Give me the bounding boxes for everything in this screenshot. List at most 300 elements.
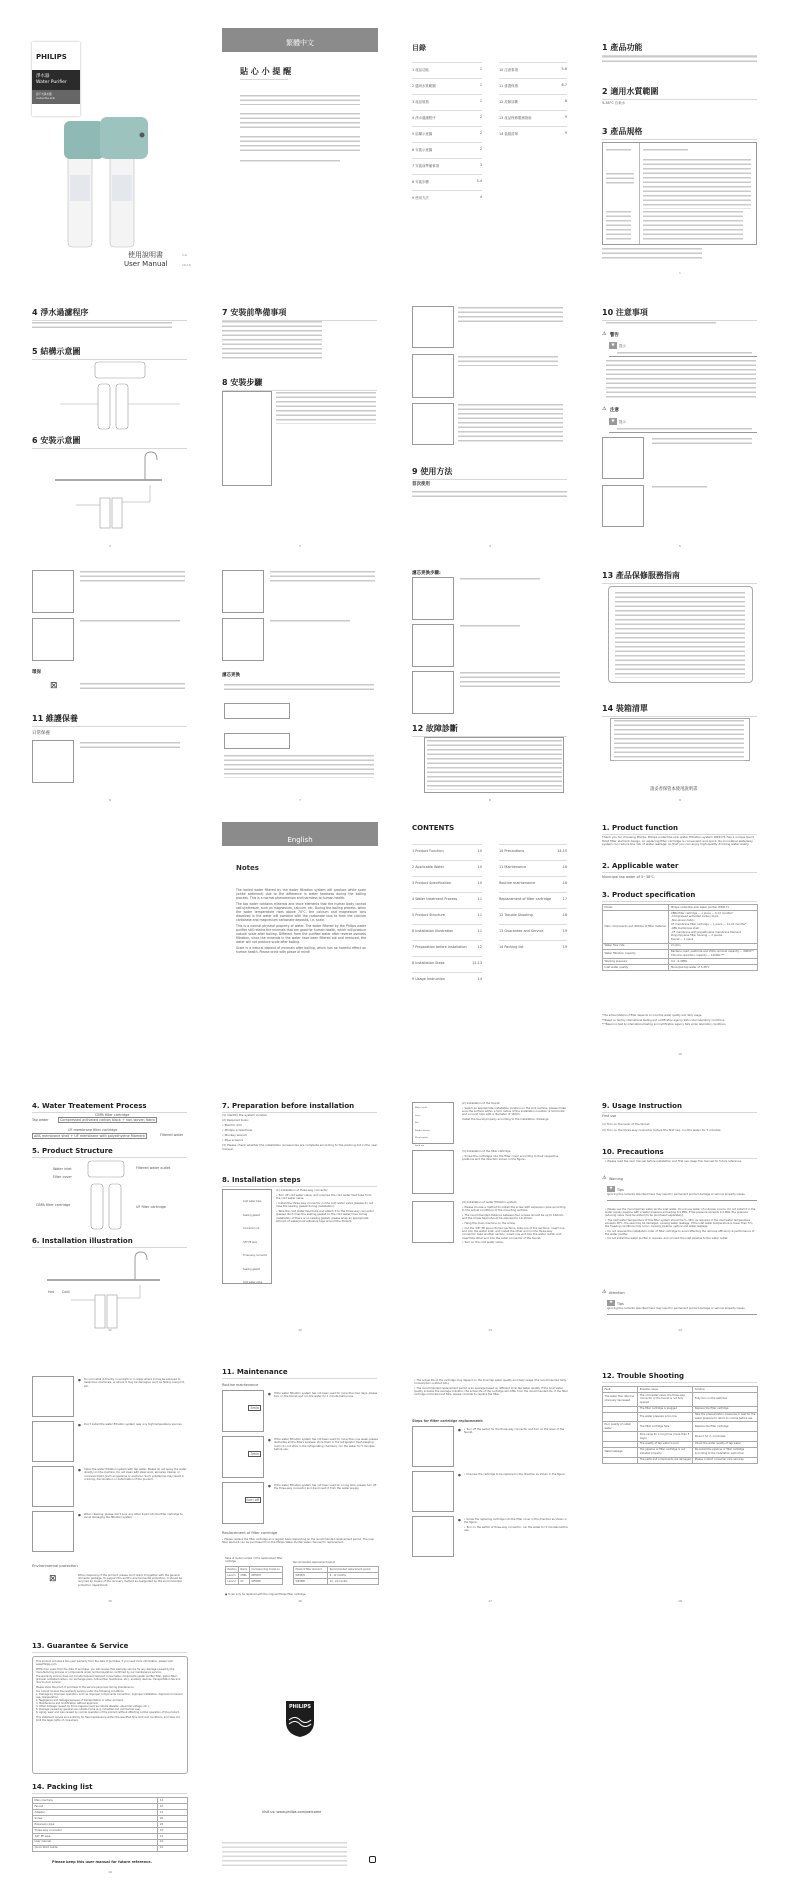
en-page-10 — [600, 822, 800, 1100]
section-heading: 11 維護保養 — [32, 713, 187, 727]
text-line: This product includes a two-year warranty from the date of purchase. If you need more information, please visit: www.Philips.com. — [36, 1660, 174, 1666]
paragraph — [652, 438, 752, 446]
text-line: Within two years from the date of purchase, you will receive free warranty service for any damage caused by the manufacturing process or components under normal operation confirmed by our maintenance service. — [36, 1667, 175, 1674]
cartridge-figure — [412, 354, 454, 398]
toc-item[interactable] — [412, 126, 482, 142]
toc-item[interactable] — [412, 908, 482, 924]
toc-item[interactable] — [412, 972, 482, 988]
toc-item-page: 16 — [562, 881, 567, 885]
text-line: Lever — [415, 1114, 421, 1117]
paragraph — [412, 491, 567, 499]
text-line: Cold water tube — [243, 1200, 262, 1203]
table-cell: Screw — [33, 1815, 158, 1821]
toc-item[interactable] — [412, 78, 482, 94]
toc-item[interactable] — [499, 94, 567, 110]
table-cell: Stop using for a long time (more than 5 days) — [638, 1432, 693, 1442]
toc-item[interactable] — [412, 190, 482, 206]
text-line: • Please use the municipal tap water as the inlet water. Do not use water of unknown source. Do not install it in the water supply pipeline with a water pressure exceeding 0.4 MPa. If the pressure exceeds 0.4 MPa, the pressure reducing valve must be added (to be purchased separately). — [605, 1208, 756, 1218]
paragraph — [276, 392, 376, 424]
toc-item-label: Replacement of filter cartridge — [499, 897, 552, 901]
toc-item-label: 14 Packing list — [499, 945, 524, 949]
table-title: Table of model number of the replacement filter cartridge — [225, 1557, 283, 1563]
manual-title-zh: 使用說明書 — [128, 251, 163, 259]
text-line: • The actual life of the cartridge may depend on the local tap water quality and daily usage (the recommended daily consumption is about 10L). — [414, 1379, 566, 1386]
en-page-12 — [200, 1100, 400, 1380]
text-line: • Do not reverse the installation order of filter cartridge to avoid affecting the removal efficiency & performance of the water purifier. — [605, 1229, 755, 1236]
table-cell: Corresponding model no. — [249, 1567, 282, 1573]
caution-text: Do not install it directly in sunlight or in areas where it may be exposed to hazardous chemicals, or where it may be damaged, such as falling, being hit, etc. — [84, 1378, 185, 1388]
tips-text: Ignoring the contents described here may result in permanent product damage or serious property losses. — [607, 1193, 746, 1196]
text-line: Scale is a natural deposit of minerals after boiling, which has no harmful effect on human health. Please drink with peace of mind! — [236, 945, 366, 954]
table-cell: User manual — [33, 1839, 158, 1845]
packing-table-zh — [610, 718, 750, 761]
subheading: 日常保養 — [32, 731, 50, 736]
tips-label: 提示 — [619, 420, 626, 424]
toc-item-page: 11 — [477, 913, 482, 917]
replace-figure — [412, 624, 454, 667]
warning-icon: ⚠ — [602, 331, 607, 337]
text-line: Water outlet — [415, 1107, 428, 1109]
paragraph — [458, 404, 563, 444]
tips-label: Tips — [617, 1188, 624, 1192]
caution-figure — [32, 1511, 74, 1552]
table-cell: Replace the filter cartridge — [693, 1406, 758, 1412]
toc-item-page: 2 — [479, 115, 482, 119]
info-icon: ● — [225, 1593, 228, 1596]
toc-item-label: 12 故障診斷 — [499, 100, 518, 104]
text-line: • Monkey wrench — [222, 1133, 248, 1137]
guarantee-box-zh — [608, 586, 753, 683]
routine-text: If the water filtration system has not been used for more than one week, please dismantle all the filters wireless, store them in the refrigerator fresh-keeping room (do not store in the refrigerating chamber); run the water for 5 minutes before use. — [274, 1438, 378, 1451]
text-line: The boiled water filtered by the water filtration system will produce white scale (white sediment) due to the difference in water hardness during the boiling process. This is a normal phenomenon and harmless to human health. — [236, 888, 366, 901]
toc-item-page: 1 — [479, 83, 482, 87]
toc-heading: CONTENTS — [412, 824, 455, 832]
cold-label: Cold — [62, 1290, 70, 1294]
toc-item-label: 13 Guarantee and Service — [499, 929, 544, 933]
table-cell: Re-install the pipeline or filter cartridge according to the installation instruction — [693, 1447, 758, 1457]
table-cell: Main components and lifetime of filter material — [603, 910, 669, 943]
caution-figure — [32, 1421, 74, 1462]
subheading: Replacement of filter cartridge — [222, 1531, 278, 1535]
section-heading: 12. Trouble Shooting — [602, 1372, 757, 1383]
precaution-intro: • Please read the user manual before installation and first use. Keep this manual for future reference. — [605, 1159, 742, 1163]
table-cell: Water filtration capacity — [603, 949, 669, 959]
subheading: 濾芯更換 — [222, 673, 240, 678]
toc-item[interactable] — [499, 908, 567, 924]
tips-box — [609, 342, 757, 357]
toc-item-page: 8 — [564, 99, 567, 103]
section-heading: 6 安裝示意圖 — [32, 435, 187, 449]
caution-text: Clean the water filtration system with tap water. Please do not spray the water directly on the machine. Do not clean with steel wool, abrasive cleaner or corrosive liquid (such as gasoline or acetone). Such substances may result in cracking, discoloration or deformation of the product. — [84, 1468, 187, 1481]
text-line: (2) Installation of the faucet — [462, 1101, 500, 1105]
text-line: • Cut the 3/8" PE pipe into two sections, take one of the sections, insert one end into the water inlet, and install the other end on the three-way connector; take another section, insert one end into the water outlet, and insert the other end into the outer connector of the faucet. — [462, 1225, 565, 1240]
section-heading: 10. Precautions — [602, 1148, 757, 1159]
en-toc-page — [400, 822, 600, 1100]
text-line: Cold water valve — [243, 1281, 263, 1284]
table-cell: Bacteria, lead, pesticide and VOCs removal capacity — 4000L** Chlorine reduction capacity — 12000L*** — [669, 949, 758, 959]
toc-item[interactable] — [499, 924, 567, 940]
toc-item-label: 8 安裝步驟 — [412, 180, 429, 184]
table-cell: The water pressure is too low — [638, 1412, 693, 1422]
toc-item-page: 5-6 — [561, 67, 567, 71]
replace-figure — [412, 577, 454, 620]
toc-item[interactable] — [412, 924, 482, 940]
table-row — [226, 1578, 283, 1584]
table-cell: Replace the filter cartridge — [693, 1422, 758, 1432]
text-line: *The actual lifetime of filter depends on local tap water quality and daily usage. — [602, 1014, 703, 1017]
replace-step-text: • Turn on the switch of three-way connector, run the water for 5 minutes before use. — [464, 1526, 568, 1533]
toc-item[interactable] — [499, 78, 567, 94]
text-line: • Turn off cold water valve, and unscrew the cold water feed tube from the cold water valve. — [276, 1192, 372, 1201]
step-bullet-icon: ● — [268, 1438, 271, 1442]
original-note-text: It can only be replaced with the original Philips filter cartridge. — [227, 1593, 307, 1596]
table-row — [603, 1432, 758, 1442]
toc-item-page: 2 — [479, 147, 482, 151]
keep-manual-note: Please keep this user manual for future reference. — [52, 1860, 152, 1864]
replace-step-figure — [412, 1516, 454, 1557]
toc-item[interactable] — [412, 860, 482, 876]
recycle-symbol-icon — [369, 1856, 376, 1863]
zh-page-4 — [400, 280, 600, 560]
table-cell: Level 2 — [226, 1578, 239, 1584]
toc-item-label: 9 使用方法 — [412, 196, 429, 200]
process-label: UF membrane filter cartridge — [68, 1128, 118, 1132]
table-cell: 1X — [158, 1803, 188, 1809]
page-number: 4 — [489, 544, 491, 548]
text-line: • Electric drill — [222, 1123, 242, 1127]
section-heading: 1 產品功能 — [602, 42, 757, 56]
table-cell: 6 - 12 months — [328, 1572, 379, 1578]
zh-page-5 — [600, 280, 800, 560]
usage-steps — [602, 1122, 758, 1134]
toc-item-page: 17 — [562, 897, 567, 901]
toc-item-page: 4 — [479, 195, 482, 199]
page-number: 17 — [488, 1599, 492, 1603]
attention-icon: ⚠ — [602, 406, 607, 412]
page-number: 2 — [109, 544, 111, 548]
toc-item-page: 11 — [477, 897, 482, 901]
table-cell: 2X — [158, 1815, 188, 1821]
system-figure — [412, 1201, 454, 1243]
text-line: **Based on test by international testing and certification agency SGS under laboratory conditions. — [602, 1018, 725, 1022]
section-heading: 11. Maintenance — [222, 1368, 377, 1379]
page-number: 1 — [679, 271, 681, 275]
process-label: Tap water — [32, 1118, 49, 1122]
table-cell: Municipal tap water of 5-38℃ — [669, 965, 758, 971]
table-cell: Position — [226, 1567, 239, 1573]
toc-item-page: 1 — [479, 67, 482, 71]
process-flow — [32, 322, 172, 330]
installation-illustration — [50, 450, 170, 535]
routine-figure — [222, 1390, 264, 1432]
model-table-zh — [224, 703, 290, 719]
notes-heading: Notes — [236, 864, 259, 872]
table-row — [603, 910, 758, 943]
paragraph — [270, 571, 375, 583]
toc-item-page: 11 — [477, 929, 482, 933]
en-page-16 — [200, 1368, 400, 1630]
product-label — [32, 42, 80, 116]
toc-item[interactable] — [412, 142, 482, 158]
toc-item[interactable] — [412, 940, 482, 956]
paragraph — [460, 672, 560, 689]
text-line: (2) Required tools: — [222, 1118, 249, 1122]
table-cell: Fault — [603, 1387, 638, 1393]
step-bullet-icon: ● — [78, 1423, 81, 1427]
section-heading: 8 安裝步驟 — [222, 377, 377, 391]
tips-box — [609, 418, 757, 433]
toc-item-label: 2 Applicable Water — [412, 865, 444, 869]
subheading: Steps for filter cartridge replacement: — [412, 1419, 484, 1423]
original-note — [225, 1593, 306, 1597]
toc-item-label: 2 適用水質範圍 — [412, 84, 436, 88]
caution-figure — [602, 485, 644, 527]
section-heading: 14. Packing list — [32, 1783, 187, 1794]
toc-item-label: 13 產品保修服務指南 — [499, 116, 532, 120]
text-line: Fixed nut — [415, 1144, 425, 1147]
toc-item[interactable] — [499, 876, 567, 892]
duration-tag: turn off — [246, 1498, 259, 1502]
page-number: 3 — [299, 544, 301, 548]
cover-page — [0, 0, 200, 280]
table-cell: Faucet — [33, 1803, 158, 1809]
paragraph — [460, 578, 540, 581]
toc-right — [499, 62, 567, 142]
text-line: • Please choose a method to install the screw with expansion pipe according to the actual conditions of the mounting surface. — [462, 1204, 566, 1213]
table-cell — [603, 1432, 638, 1442]
section-heading: 3 產品規格 — [602, 126, 757, 140]
step-1-text — [276, 1189, 376, 1225]
table-row — [294, 1578, 379, 1584]
section-heading: 5. Product Structure — [32, 1147, 187, 1158]
toc-item[interactable] — [412, 62, 482, 78]
toc-item-label: 8 Installation Steps — [412, 961, 445, 965]
toc-item[interactable] — [412, 158, 482, 174]
page-number: 11 — [108, 1328, 112, 1332]
toc-item-label: 5 Product Structure — [412, 913, 445, 917]
routine-figure — [222, 1436, 264, 1478]
attention-icon: ⚠ — [602, 1289, 607, 1295]
step-bullet-icon: ● — [458, 1518, 461, 1522]
legal-fine-print — [222, 1842, 347, 1868]
table-title: Recommended replacement period — [293, 1561, 336, 1564]
keep-manual-note: 請妥善保管本使用說明書 — [650, 787, 698, 792]
subheading: 濾芯更換步驟: — [412, 571, 441, 576]
toc-item-label: 4 Water treatment Process — [412, 897, 458, 901]
table-cell: Solution — [693, 1387, 758, 1393]
toc-item-page: 9 — [564, 131, 567, 135]
table-cell: The water flow rate has obviously decreased — [603, 1392, 638, 1406]
toc-item[interactable] — [412, 892, 482, 908]
table-cell: The cold water valve, the three-way connector or the faucet is not fully opened — [638, 1392, 693, 1406]
recycle-bin-crossed-icon: ⊠ — [50, 681, 58, 691]
figure-labels — [415, 1105, 455, 1150]
toc-item[interactable] — [499, 844, 567, 860]
page-number: 9 — [679, 798, 681, 802]
table-cell: Working pressure — [603, 959, 669, 965]
subheading: Environmental protection — [32, 1564, 78, 1568]
step-bullet-icon: ● — [268, 1392, 271, 1396]
en-page-13 — [400, 1100, 600, 1380]
table-cell: 1X — [158, 1833, 188, 1839]
section-heading: 1. Product function — [602, 824, 757, 835]
language-banner: 繁體中文 — [222, 28, 378, 52]
toc-item[interactable] — [499, 940, 567, 956]
caution-figure — [602, 437, 644, 479]
paragraph — [240, 113, 360, 128]
toc-item-page: 10 — [477, 881, 482, 885]
toc-item-label: 7 安裝前準備事項 — [412, 164, 439, 168]
warning-label: Warning — [609, 1177, 623, 1181]
toc-item[interactable] — [412, 174, 482, 190]
tips-box — [607, 1300, 757, 1315]
toc-item-label: 1 產品功能 — [412, 68, 429, 72]
table-cell — [603, 1457, 638, 1463]
structure-diagram — [40, 360, 190, 432]
warning-label: 警告 — [610, 333, 619, 338]
maintenance-figure — [222, 618, 264, 661]
text-line: Rubber washer — [415, 1129, 431, 1132]
text-line: • Hang the main machine on the screw. — [462, 1220, 516, 1225]
product-name-zh: 淨水器 — [36, 74, 50, 79]
toc-item[interactable] — [499, 860, 567, 876]
toc-item[interactable] — [499, 62, 567, 78]
table-cell: CBPA — [239, 1572, 250, 1578]
section-heading: 2 適用水質範圍 — [602, 86, 757, 100]
table-row — [603, 965, 758, 971]
table-cell: 1X — [158, 1839, 188, 1845]
table-cell: Fully turn on the switches — [693, 1392, 758, 1406]
text-line: (1) Installation of three-way connector — [276, 1188, 328, 1192]
toc-item-label: 1 Product Function — [412, 849, 444, 853]
trouble-table — [602, 1386, 758, 1464]
model-table — [225, 1566, 283, 1585]
toc-item-label: 11 Maintenance — [499, 865, 527, 869]
caution-figure — [32, 1466, 74, 1507]
toc-item[interactable] — [412, 844, 482, 860]
cartridge-figure — [412, 1150, 454, 1194]
toc-item[interactable] — [499, 110, 567, 126]
toc-item-label: 6 安裝示意圖 — [412, 148, 433, 152]
table-cell: The parts and components are damaged — [638, 1457, 693, 1463]
product-type-en: Under-the-sink — [36, 97, 56, 100]
zh-page-9 — [600, 560, 800, 830]
shield-brand-text: PHILIPS — [288, 1704, 312, 1710]
period-table — [293, 1566, 379, 1585]
en-page-19 — [0, 1630, 200, 1883]
toc-item-label: 11 維護保養 — [499, 84, 518, 88]
toc-item-label: 10 注意事項 — [499, 68, 518, 72]
manual-pages-en: 10-19 — [182, 263, 191, 267]
text-line: 3/8" PE pipe — [243, 1240, 258, 1244]
text-line: Metal washer — [415, 1137, 429, 1139]
structure-diagram — [85, 1160, 145, 1230]
toc-right — [499, 844, 567, 956]
visit-us-link[interactable]: Visit us: www.philips.com/welcome — [262, 1810, 322, 1814]
text-line: • Screw the cartridges into the filter cover according to their respective positions and the direction shown in the figure. — [462, 1153, 559, 1162]
section-heading: 5 結構示意圖 — [32, 346, 187, 360]
paragraph — [606, 322, 716, 325]
toc-item[interactable] — [499, 126, 567, 142]
text-line: • Do not install the water purifier in reverse, and connect the inlet pipeline to the water outlet. — [605, 1237, 729, 1241]
replace-step-text: • Unscrew the cartridge to be replaced in the direction as shown in the figure. — [464, 1473, 566, 1476]
table-cell: 12 - 24 months — [328, 1578, 379, 1584]
text-line: (3) Installation of the filter cartridge — [462, 1149, 511, 1153]
text-line: Three-way connector — [243, 1254, 268, 1257]
toc-item-page: 14-15 — [557, 849, 567, 853]
toc-item[interactable] — [499, 892, 567, 908]
table-cell: Main machine — [33, 1798, 158, 1804]
caution-figure — [32, 1376, 74, 1417]
table-cell: Take the pressurization measures or wait for the water pressure to return to normal before use — [693, 1412, 758, 1422]
zh-page-2 — [0, 280, 200, 560]
faucet-figure — [412, 1102, 454, 1147]
toc-item-page: 19 — [562, 929, 567, 933]
replace-step-text: • Screw the replacing cartridge into the filter cover in the direction as shown in the figure. — [464, 1518, 568, 1525]
table-row — [603, 1392, 758, 1406]
page-number: 10 — [678, 1052, 682, 1056]
paragraph — [80, 571, 185, 583]
table-cell: UF — [239, 1578, 250, 1584]
zh-notes-page — [200, 0, 400, 280]
table-cell: Possible cause — [638, 1387, 693, 1393]
paragraph — [222, 321, 322, 361]
spec-table — [602, 904, 758, 971]
environment-text: When disposing of the product, please don't stack it together with the general domestic garbage. To support the earth's environmental protection, it should be recycled by means of the recovery method as designated by the environmental protection department. — [78, 1574, 183, 1587]
section-heading: 3. Product specification — [602, 891, 757, 902]
section-heading: 6. Installation illustration — [32, 1237, 187, 1248]
paragraph — [458, 356, 558, 366]
text-line: Please show the proof of purchase to the service personnel during maintenance. — [36, 1685, 135, 1689]
text-line: (3) Please check whether the installation accessories are complete according to the packing list in the user manual. — [222, 1143, 378, 1151]
text-line: • The inlet water temperature of this filter system should be 5~38℃ as required. If the inlet water temperature exceeds 38℃, the seal may be damaged, causing water leakage. If the inlet water temperature is lower than 5℃, the freezing conditions may occur, causing pipeline rupture and water leakage. — [605, 1218, 754, 1228]
product-name-en: Water Purifier — [36, 80, 67, 85]
page-number: 19 — [108, 1870, 112, 1874]
step-bullet-icon: ● — [458, 1428, 461, 1432]
toc-item-label: 7 Preparation before Installation — [412, 945, 467, 949]
toc-left — [412, 844, 482, 988]
subheading: First use — [602, 1114, 617, 1118]
structure-label: CBPA filter cartridge — [36, 1203, 71, 1207]
table-cell: Adapter — [33, 1809, 158, 1815]
toc-item[interactable] — [412, 876, 482, 892]
step-bullet-icon: ● — [78, 1468, 81, 1472]
routine-text: If the water filtration system has not been used for a long time, please turn off the three-way connector and disconnect it from the water supply. — [274, 1484, 377, 1491]
routine-figure — [222, 1482, 264, 1524]
replace-figure — [412, 671, 454, 714]
text-line: (4) Installation of water filtration system — [462, 1200, 517, 1204]
text-line: The tap water contains minerals and trace elements that the human body cannot self-synthesize, such as magnesium, calcium, etc. During the boiling process, when the water temperature rises above 70°C, the calcium and magnesium ions dissolved in the water will combine with the carbonate ions to form the calcium carbonate and magnesium carbonate deposits, i.e. scale. — [236, 901, 366, 923]
paragraph — [460, 625, 520, 628]
text-line: • Phillips screwdriver — [222, 1128, 253, 1132]
section-heading: 2. Applicable water — [602, 862, 757, 873]
table-cell: Three-way connector — [33, 1827, 158, 1833]
toc-item[interactable] — [412, 956, 482, 972]
table-row — [603, 1422, 758, 1432]
tips-icon: ★ — [610, 342, 616, 348]
table-cell: CBPA filter cartridge — 1 piece — 6-12 months* -Compressed activated carbon block -Non-woven fabric UF membrane filter cartridge — 1 piece — 12-24 months* -ABS membrane shell -UF membrane with polyethylene membrane filament Polypropylene filter housing — 2 pieces Faucet — 1 piece — [669, 910, 758, 943]
table-cell: Check the water quality of tap water — [693, 1441, 758, 1447]
table-cell: 0.2 - 0.4MPa — [669, 959, 758, 965]
page-number: 14 — [678, 1328, 682, 1332]
toc-item-page: 18 — [562, 913, 567, 917]
table-cell: WP3885 — [294, 1578, 328, 1584]
paragraph — [652, 486, 707, 489]
maintenance-figure — [222, 570, 264, 613]
toc-item[interactable] — [412, 94, 482, 110]
toc-item[interactable] — [412, 110, 482, 126]
toc-item-page: 10 — [477, 865, 482, 869]
